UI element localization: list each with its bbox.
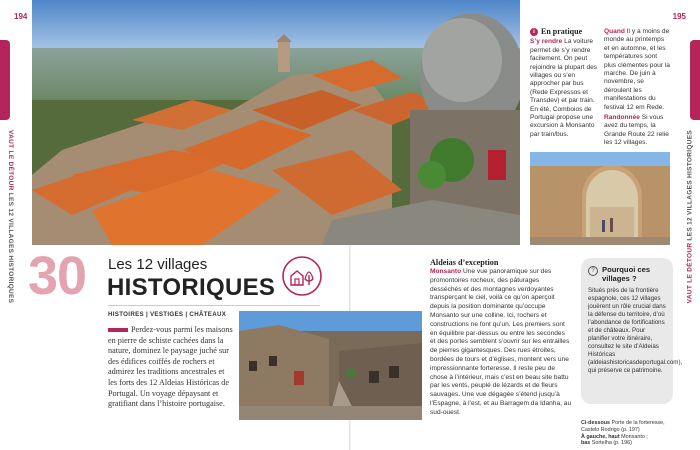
srendre-keyword: S’y rendre (530, 38, 563, 46)
hero-photo-monsanto (32, 0, 520, 245)
title-line-1: Les 12 villages (108, 256, 208, 273)
en-pratique-column-2 (604, 28, 670, 150)
right-running-head-accent: VAUT LE DÉTOUR (686, 242, 693, 304)
right-running-head (686, 130, 693, 303)
right-running-head-text: LES 12 VILLAGES HISTORIQUES (686, 130, 693, 241)
photo-castelo-rodrigo-gate (530, 152, 670, 245)
callout-body: Situés près de la frontière espagnole, ces 12 villages jouèrent un rôle crucial dans la défense du territoire, d’où l’abondance de fortifications et de châteaux. Pour planifier votre itinéraire, consultez le site d’Aldeias Históricas (aldeiashistoricasdeportugal.com), qui préserve ce patrimoine. (588, 287, 683, 374)
en-pratique-heading-text: En pratique (541, 27, 583, 36)
caption-1-bold: Ci-dessous (581, 420, 611, 426)
left-running-head (7, 130, 14, 303)
photo-sortelha (239, 311, 422, 420)
caption-1-text: Porte de la forteresse, Castelo Rodrigo (p. 197) (581, 420, 665, 433)
quand-keyword: Quand (604, 28, 625, 35)
photo-captions (581, 420, 675, 447)
monsanto-paragraph (430, 268, 572, 418)
why-villages-callout (581, 258, 683, 404)
caption-line-1 (581, 420, 675, 434)
left-page-number: 194 (14, 12, 28, 21)
caption-line-2 (581, 434, 675, 441)
caption-2-text: Monsanto ; (619, 433, 648, 440)
srendre-text: La voiture permet de s’y rendre facilement. On peut rejoindre la plupart des villages ou s’en approcher par bus (Rede Expressos et Transdev) et par train. En été, Comboios de Portugal propose une excursion à Monsanto par train/bus. (530, 38, 598, 138)
callout-header (588, 265, 667, 283)
question-icon: ? (588, 266, 598, 276)
theme-tags: HISTOIRES | VESTIGES | CHÂTEAUX (108, 311, 227, 318)
attraction-number: 30 (28, 246, 87, 306)
en-pratique-heading (530, 28, 600, 36)
left-running-head-accent: VAUT LE DÉTOUR (7, 130, 14, 191)
caption-3-bold: bas (581, 440, 591, 447)
quand-text: Il y a moins de monde au printemps et en automne, et les températures sont plus clémentes pour la marche. De juin à novembre, se déroulent les manifestations du festival 12 em Rede. (604, 28, 670, 111)
right-page-number: 195 (672, 12, 686, 21)
randonnee-paragraph (604, 114, 670, 148)
village-emblem-icon (281, 255, 323, 297)
left-side-tab (0, 40, 10, 120)
lead-paragraph (108, 325, 233, 410)
srendre-paragraph (530, 38, 600, 139)
randonnee-keyword: Randonnée (604, 114, 640, 122)
monsanto-text: Une vue panoramique sur des promontoires rocheux, des pâturages desséchés et des montagnes verdoyantes transperçant le ciel, voilà ce qu’on aperçoit depuis la position dominante qu’occupe Monsanto sur une colline. Ici, rochers et constructions ne font qu’un. Les premiers sont en équilibre par-dessus ou entre les secondes et des portes semblent s’ouvrir sur les entrailles de pierres gigantesques. Des rues étroites, bordées de tours et d’églises, montent vers une impressionnante forteresse. Il reste peu de chose à l’intérieur, mais c’est en beau site battu par les vents, peuplé de lézards et de fleurs sauvages. Une vue dégagée s’étend jusqu’à l’Espagne, à l’est, et au Barragem da Idanha, au sud-ouest. (430, 268, 572, 416)
aldeias-heading: Aldeias d’exception (430, 258, 499, 267)
left-running-head-text: LES 12 VILLAGES HISTORIQUES (7, 192, 14, 304)
title-line-2: HISTORIQUES (107, 274, 276, 301)
arch-photo-illustration (530, 152, 670, 245)
lead-text: Perdez-vous parmi les maisons en pierre de schiste cachées dans la nature, dominez le paysage juché sur des édifices coiffés de rochers et admirez les traditions ancestrales et les forts des 12 Aldeias Históricas de Portugal. Un voyage dépaysant et gratifiant dans l’histoire portugaise. (108, 325, 233, 409)
caption-3-text: Sortelha (p. 196) (590, 440, 632, 447)
callout-title: Pourquoi ces villages ? (602, 265, 651, 283)
randonnee-text: Si vous avez du temps, la Grande Route 22 relie les 12 villages. (604, 114, 669, 147)
caption-2-bold: À gauche, haut (581, 433, 620, 440)
monsanto-keyword: Monsanto (430, 268, 462, 275)
info-icon: i (530, 28, 538, 36)
caption-line-3 (581, 440, 675, 447)
lead-accent-bar (108, 328, 128, 332)
right-side-tab (690, 40, 700, 120)
hero-photo-illustration (32, 0, 520, 245)
title-divider (108, 305, 320, 306)
village-photo-illustration (239, 311, 422, 420)
quand-paragraph (604, 28, 670, 112)
en-pratique-column-1 (530, 28, 600, 141)
